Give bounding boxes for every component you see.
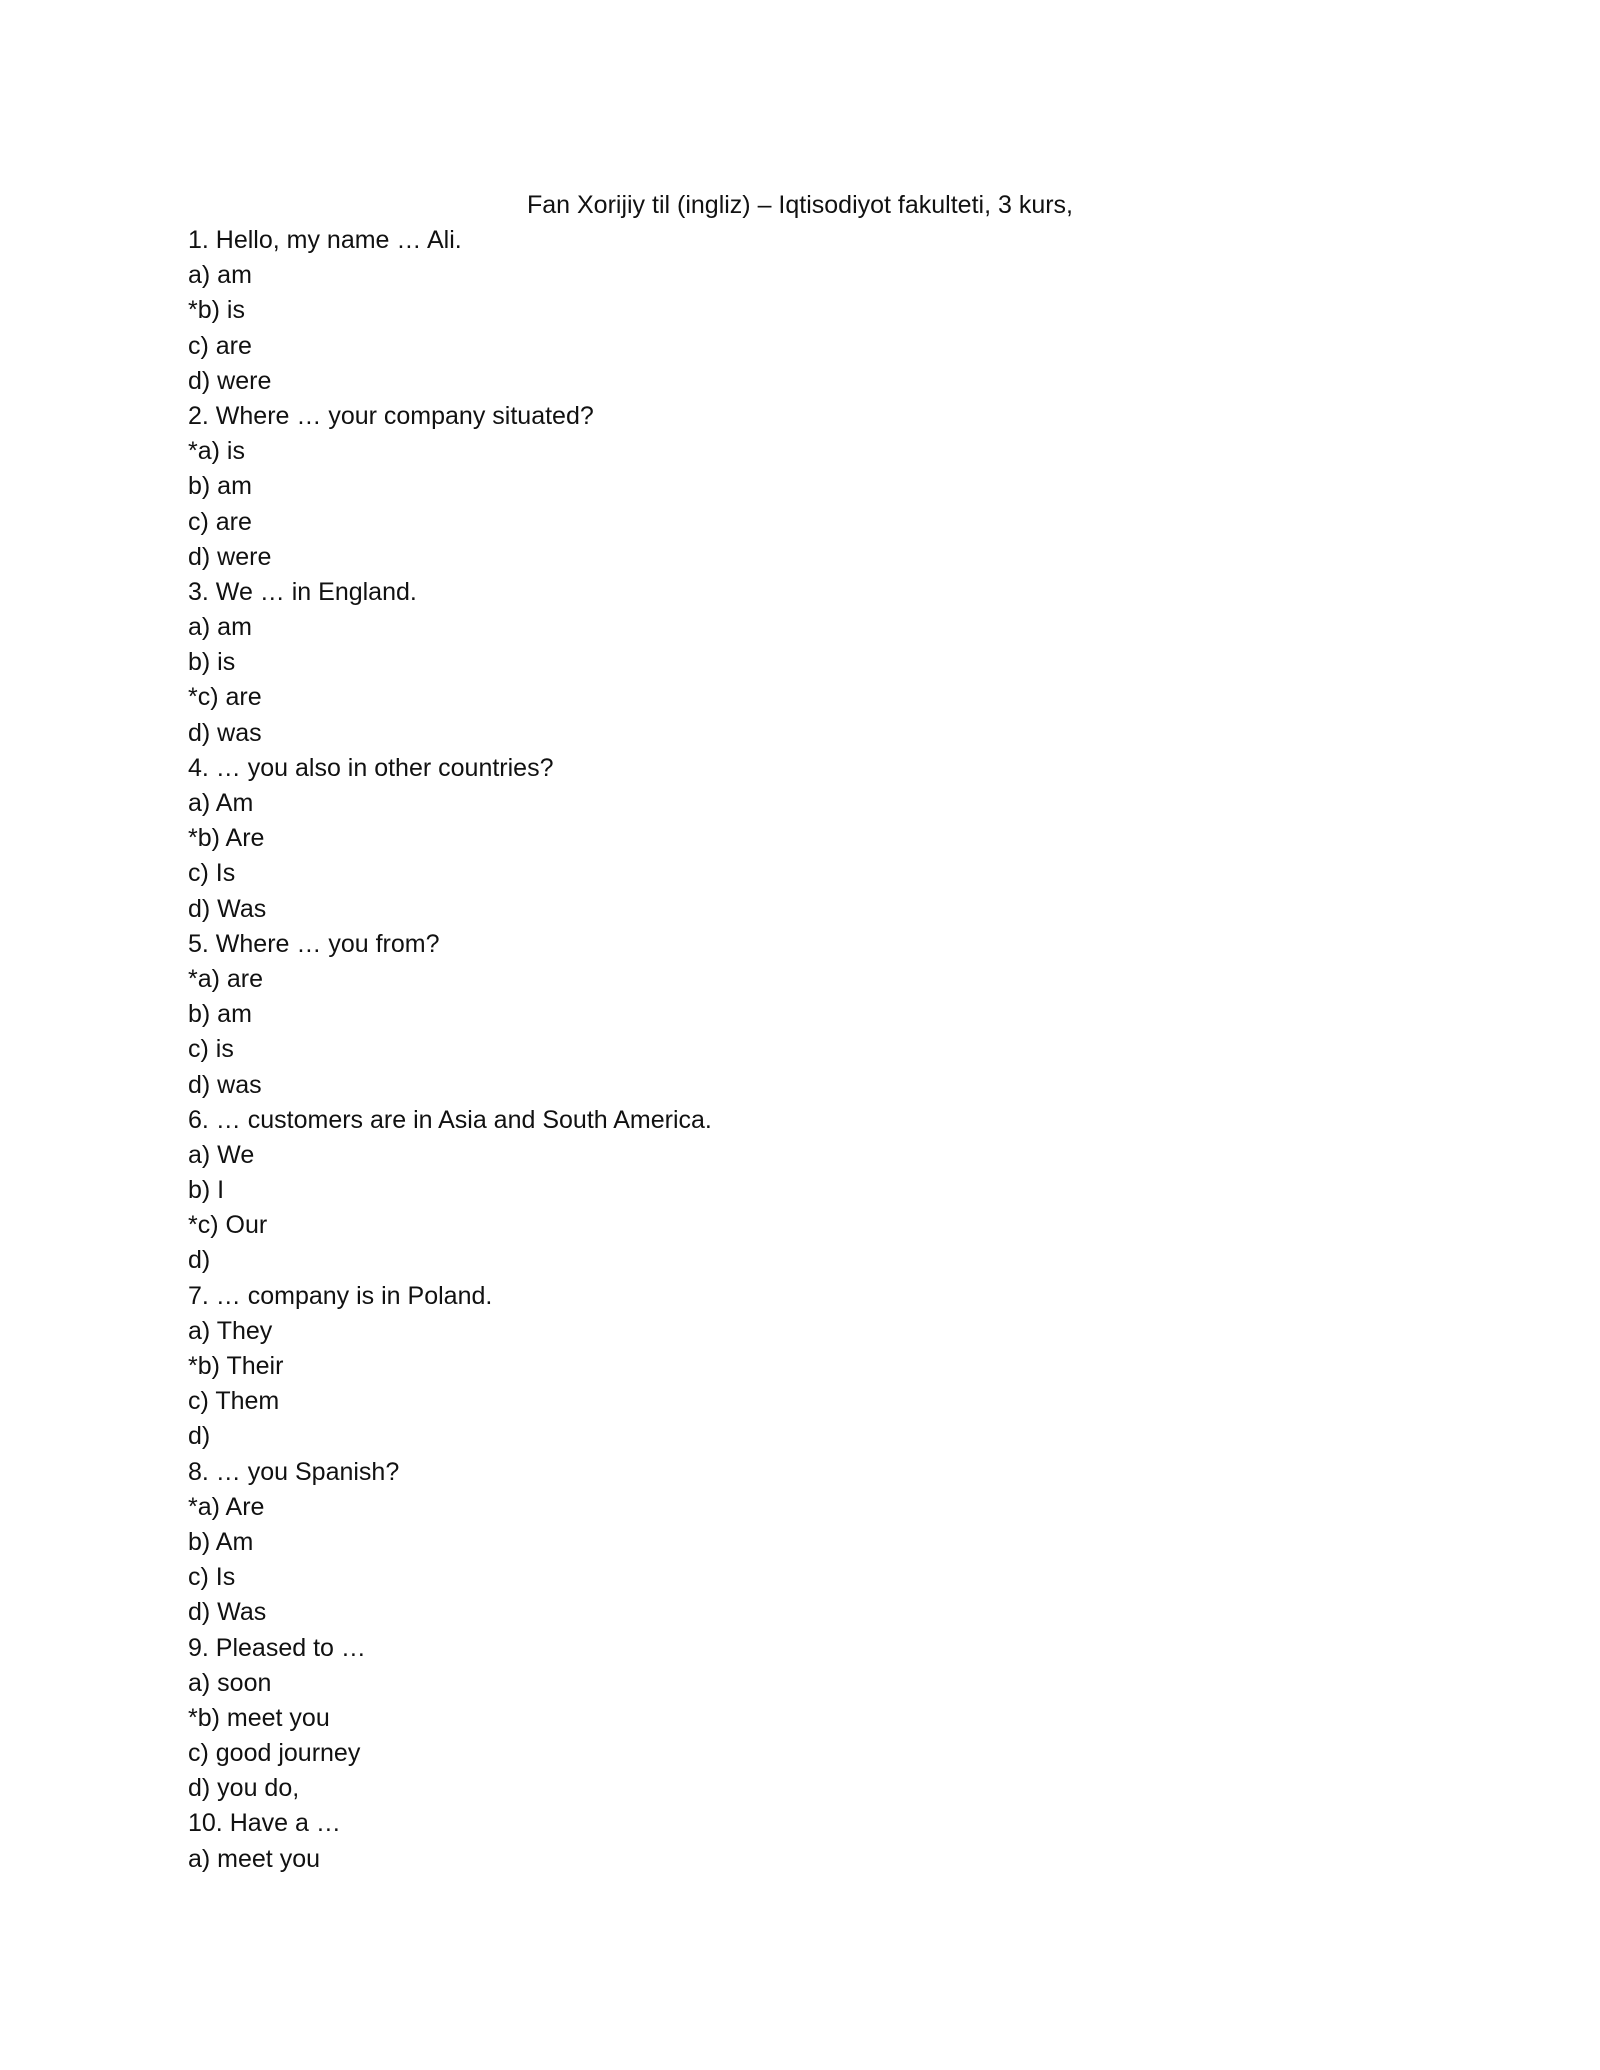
answer-option: a) We bbox=[188, 1140, 255, 1169]
answer-option: c) Is bbox=[188, 1563, 236, 1592]
answer-option: *b) is bbox=[188, 296, 245, 325]
question-text: 1. Hello, my name … Ali. bbox=[188, 226, 462, 254]
answer-option: a) meet you bbox=[188, 1844, 321, 1873]
question-text: 5. Where … you from? bbox=[188, 929, 440, 958]
answer-option: d) were bbox=[188, 366, 272, 395]
answer-option: c) good journey bbox=[188, 1739, 361, 1768]
answer-option: d) Was bbox=[188, 1598, 267, 1627]
answer-option: d) bbox=[188, 1422, 211, 1451]
answer-option: d) were bbox=[188, 542, 272, 571]
question-list bbox=[188, 223, 1388, 1877]
answer-option: a) am bbox=[188, 261, 252, 290]
answer-option: a) Am bbox=[188, 789, 254, 817]
answer-option: b) is bbox=[188, 648, 236, 677]
answer-option: c) is bbox=[188, 1035, 234, 1064]
answer-option: d) bbox=[188, 1246, 211, 1275]
answer-option: a) They bbox=[188, 1316, 273, 1345]
answer-option: *a) are bbox=[188, 964, 264, 993]
answer-option: d) Was bbox=[188, 894, 267, 923]
answer-option: c) Is bbox=[188, 859, 236, 888]
answer-option: *a) is bbox=[188, 437, 245, 466]
question-text: 3. We … in England. bbox=[188, 577, 417, 606]
question-text: 2. Where … your company situated? bbox=[188, 401, 594, 430]
answer-option: *b) Are bbox=[188, 824, 265, 853]
answer-option: c) are bbox=[188, 331, 252, 360]
question-text: 10. Have a … bbox=[188, 1809, 341, 1838]
answer-option: b) Am bbox=[188, 1527, 254, 1556]
answer-option: b) am bbox=[188, 472, 252, 501]
answer-option: *b) meet you bbox=[188, 1703, 330, 1732]
answer-option: d) was bbox=[188, 1070, 262, 1099]
answer-option: *c) are bbox=[188, 683, 262, 712]
answer-option: d) was bbox=[188, 718, 262, 747]
answer-option: b) I bbox=[188, 1176, 225, 1205]
answer-option: *b) Their bbox=[188, 1352, 284, 1380]
answer-option: d) you do, bbox=[188, 1774, 300, 1803]
answer-option: a) soon bbox=[188, 1668, 272, 1697]
answer-option: a) am bbox=[188, 613, 252, 642]
question-text: 8. … you Spanish? bbox=[188, 1457, 400, 1486]
question-text: 4. … you also in other countries? bbox=[188, 753, 554, 782]
question-text: 9. Pleased to … bbox=[188, 1633, 366, 1662]
answer-option: b) am bbox=[188, 1000, 252, 1029]
answer-option: *a) Are bbox=[188, 1492, 265, 1521]
answer-option: c) Them bbox=[188, 1387, 280, 1416]
answer-option: c) are bbox=[188, 507, 252, 536]
answer-option: *c) Our bbox=[188, 1211, 268, 1240]
question-text: 7. … company is in Poland. bbox=[188, 1281, 493, 1310]
document-title: Fan Xorijiy til (ingliz) – Iqtisodiyot fakulteti, 3 kurs, bbox=[526, 191, 1074, 219]
question-text: 6. … customers are in Asia and South America. bbox=[188, 1105, 712, 1134]
